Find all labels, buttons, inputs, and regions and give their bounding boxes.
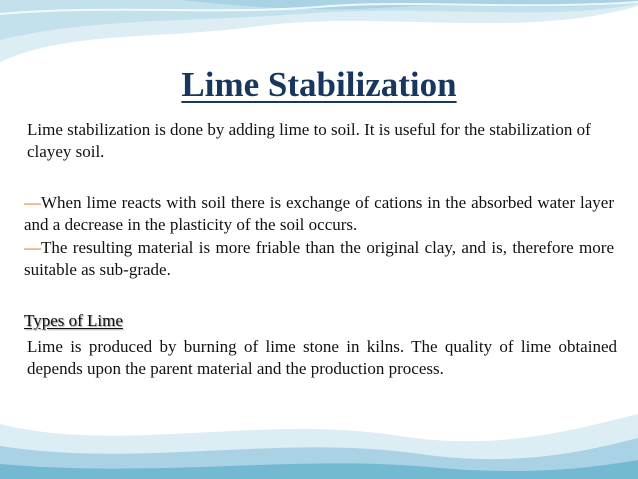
section-paragraph: Lime is produced by burning of lime stone in kilns. The quality of lime obtained depends upon the parent material and the production process.	[27, 337, 617, 378]
section-heading: Types of Lime	[24, 311, 123, 330]
slide-title: Lime Stabilization	[181, 65, 457, 104]
bullet-text: The resulting material is more friable than the original clay, and is, therefore more suitable as sub-grade.	[24, 238, 614, 279]
top-wave-decoration	[0, 0, 638, 70]
dash-bullet-icon: —	[24, 238, 41, 257]
bullet-text: When lime reacts with soil there is exchange of cations in the absorbed water layer and a decrease in the plasticity of the soil occurs.	[24, 193, 614, 234]
dash-bullet-icon: —	[24, 193, 41, 212]
bullet-item	[24, 192, 614, 235]
bottom-wave-decoration	[0, 384, 638, 479]
intro-paragraph: Lime stabilization is done by adding lime to soil. It is useful for the stabilization of clayey soil.	[27, 120, 591, 161]
bullet-item	[24, 237, 614, 280]
